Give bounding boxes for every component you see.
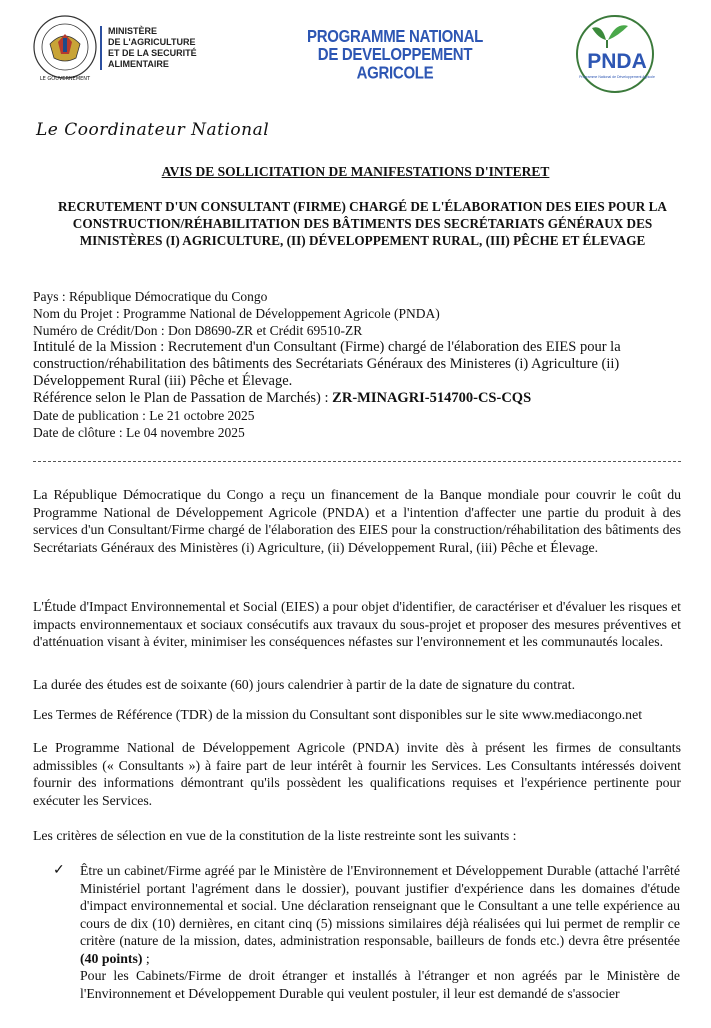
- ministry-line: ET DE LA SECURITÉ ALIMENTAIRE: [108, 48, 197, 69]
- svg-text:LE GOUVERNEMENT: LE GOUVERNEMENT: [39, 76, 91, 82]
- criteria-end: ;: [142, 950, 150, 966]
- paragraph-criteria-intro: Les critères de sélection en vue de la constitution de la liste restreinte sont les suivants :: [33, 828, 517, 843]
- coordinator-signature-line: Le Coordinateur National: [36, 120, 270, 140]
- ministry-line: MINISTÈRE: [108, 26, 158, 36]
- country-line: Pays : République Démocratique du Congo: [33, 289, 268, 304]
- paragraph-financing: La République Démocratique du Congo a reçu un financement de la Banque mondiale pour couvrir le coût du Programme National de Développement Agricole (PNDA) et a l'intention d'affecter une partie du produit à des services d'un Consultant/Firme chargé de l'élaboration des EIES pour la construction/réhabilitation des bâtiments des Secrétariats Généraux des Ministères (i) Agriculture, (ii) Développement Rural, (iii) Pêche et Élevage.: [33, 487, 681, 555]
- programme-line: DE DEVELOPPEMENT: [317, 45, 473, 65]
- letterhead: [0, 0, 711, 115]
- programme-line: AGRICOLE: [356, 63, 434, 84]
- ministry-name: [100, 26, 258, 70]
- project-line: Nom du Projet : Programme National de Développement Agricole (PNDA): [33, 306, 440, 321]
- mission-heading: RECRUTEMENT D'UN CONSULTANT (FIRME) CHARGÉ DE L'ÉLABORATION DES EIES POUR LA CONSTRUCTION/RÉHABILITATION DES BÂTIMENTS DES SECRÉTARIATS GÉNÉRAUX DES MINISTÈRES (I) AGRICULTURE, (II) DÉVELOPPEMENT RURAL, (III) PÊCHE ET ÉLEVAGE: [58, 199, 667, 248]
- programme-line: PROGRAMME NATIONAL: [307, 26, 483, 47]
- reference-label: Référence selon le Plan de Passation de Marchés) :: [33, 390, 333, 406]
- svg-text:Programme National de Développ: Programme National de Développement Agricole: [579, 75, 655, 79]
- checkmark-icon: ✓: [53, 863, 65, 878]
- criteria-text: Être un cabinet/Firme agréé par le Ministère de l'Environnement et Développement Durable (attaché l'arrêté Ministériel portant l'agrément dans le dossier), pouvant justifier d'expérience dans les domaines d'étude d'impact environnemental et social. Une déclaration renseignant que le Consultant a une telle expérience au cours de dix (10) dernières, en citant cinq (5) missions similaires déjà réalisées qui lui permet de remplir ce critère (nature de la mission, dates, administration responsable, bailleurs de fonds etc.) devra être présentée: [80, 863, 680, 948]
- ministry-line: DE L'AGRICULTURE: [108, 37, 196, 47]
- paragraph-duration: La durée des études est de soixante (60) jours calendrier à partir de la date de signature du contrat.: [33, 677, 576, 692]
- paragraph-tdr: Les Termes de Référence (TDR) de la mission du Consultant sont disponibles sur le site www.mediacongo.net: [33, 707, 643, 722]
- mission-title-line: Intitulé de la Mission : Recrutement d'un Consultant (Firme) chargé de l'élaboration des EIES pour la construction/réhabilitation des bâtiments des Secrétariats Généraux des Ministeres (i) Agriculture (ii) Développement Rural (iii) Pêche et Élevage.: [33, 339, 621, 389]
- criteria-continuation: Pour les Cabinets/Firme de droit étranger et installés à l'étranger et non agréés par le Ministère de l'Environnement et Développement Durable qui veulent postuler, il leur est demandé de s'associer: [80, 968, 680, 1001]
- pnda-logo: [572, 14, 658, 94]
- paragraph-eies-objective: L'Étude d'Impact Environnemental et Social (EIES) a pour objet d'identifier, de caractériser et d'évaluer les risques et impacts environnementaux et sociaux consécutifs aux travaux du sous-projet et proposer des mesures préventives et d'atténuation visant à éviter, minimiser les conséquences néfastes sur l'environnement et les communautés locales.: [33, 599, 681, 649]
- notice-title: AVIS DE SOLLICITATION DE MANIFESTATIONS D'INTERET: [161, 164, 550, 179]
- reference-value: ZR-MINAGRI-514700-CS-CQS: [332, 390, 532, 406]
- paragraph-invitation: Le Programme National de Développement Agricole (PNDA) invite dès à présent les firmes de consultants admissibles (« Consultants ») à faire part de leur intérêt à fournir les Services. Les Consultants intéressés doivent fournir des informations démontrant qu'ils possèdent les qualifications requises et l'expérience pertinente pour exécuter les Services.: [33, 740, 681, 808]
- programme-title: [300, 28, 490, 83]
- criteria-points: (40 points): [80, 950, 143, 966]
- publication-date: Date de publication : Le 21 octobre 2025: [33, 408, 255, 423]
- criteria-item: [80, 862, 680, 1002]
- closing-date: Date de clôture : Le 04 novembre 2025: [33, 425, 245, 440]
- government-seal-logo: [32, 14, 98, 84]
- mission-metadata: [33, 288, 683, 441]
- credit-line: Numéro de Crédit/Don : Don D8690-ZR et Crédit 69510-ZR: [33, 323, 363, 338]
- svg-text:PNDA: PNDA: [587, 50, 647, 73]
- dashed-divider: [33, 461, 681, 462]
- reference-line: [33, 390, 683, 407]
